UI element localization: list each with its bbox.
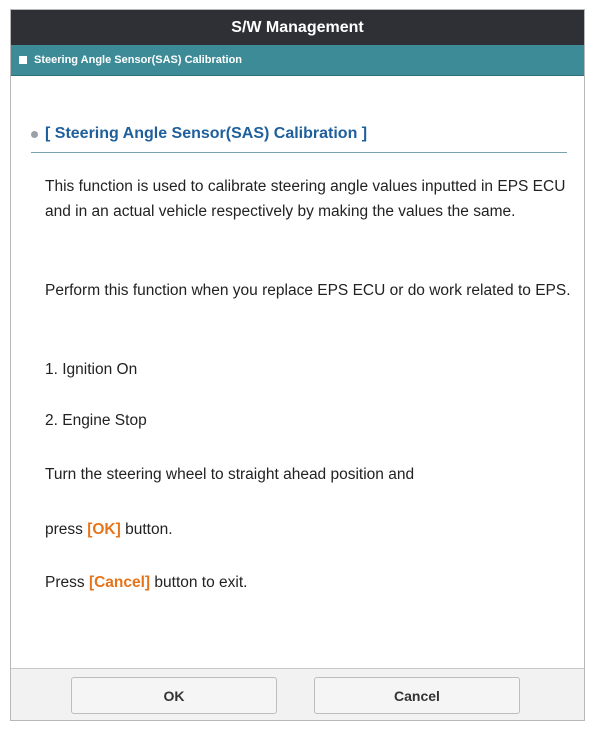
instruction-ok: [45, 517, 575, 542]
description-paragraph: This function is used to calibrate steering angle values inputted in EPS ECU and in an actual vehicle respectively by making the values the same.: [45, 178, 566, 220]
instruction-ok-prefix: press: [45, 521, 88, 538]
usage-paragraph: Perform this function when you replace EPS ECU or do work related to EPS.: [45, 282, 571, 299]
instruction-cancel-suffix: button to exit.: [150, 574, 248, 591]
cancel-key-highlight: [Cancel]: [88, 574, 151, 591]
step-ignition-on: 1. Ignition On: [45, 361, 138, 378]
instruction-cancel: [45, 570, 575, 595]
square-icon: [19, 56, 27, 64]
bullet-icon: [31, 131, 38, 138]
sw-management-dialog: [10, 9, 585, 721]
button-bar: [11, 668, 584, 720]
cancel-button[interactable]: Cancel: [314, 677, 520, 714]
instruction-steering: Turn the steering wheel to straight ahead position and: [45, 466, 415, 483]
step-engine-stop: 2. Engine Stop: [45, 412, 147, 429]
subheader-label: Steering Angle Sensor(SAS) Calibration: [34, 54, 243, 66]
dialog-title: S/W Management: [11, 10, 584, 45]
section-title-text: [ Steering Angle Sensor(SAS) Calibration ]: [45, 125, 368, 142]
ok-key-highlight: [OK]: [87, 521, 121, 538]
content-area: [11, 76, 584, 668]
section-title: [31, 124, 567, 153]
instruction-ok-suffix: button.: [120, 521, 173, 538]
instruction-cancel-prefix: Press: [45, 574, 89, 591]
ok-button[interactable]: OK: [71, 677, 277, 714]
subheader-bar: [11, 45, 584, 76]
